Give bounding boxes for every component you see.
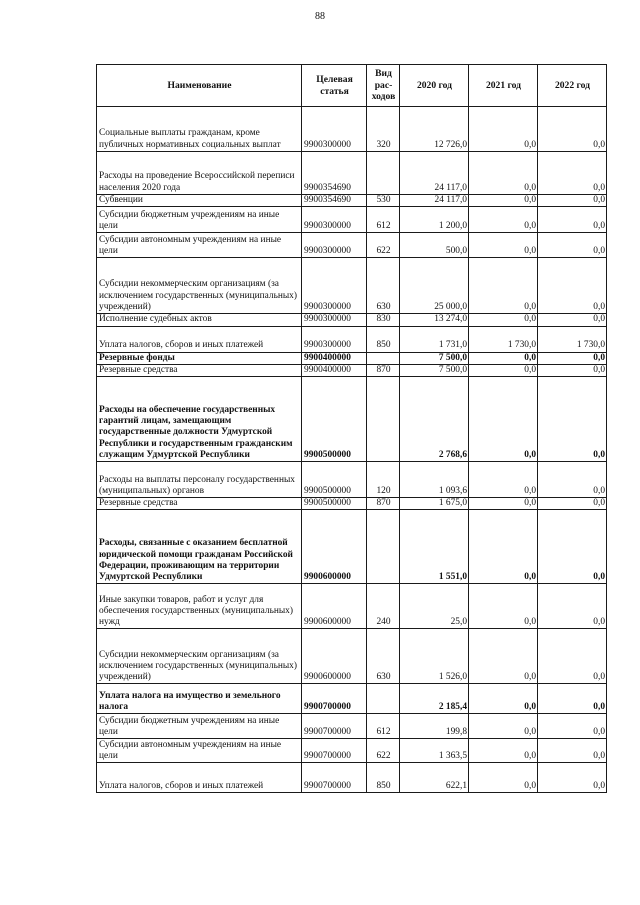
row-target-article: 9900700000 bbox=[302, 739, 367, 763]
table-row bbox=[97, 107, 607, 152]
table-row bbox=[97, 629, 607, 684]
row-value-2022: 0,0 bbox=[538, 584, 607, 629]
row-name: Расходы на обеспечение государственных гарантий лицам, замещающим государственные должности Удмуртской Республики и государственным гражданским служащим Удмуртской Республики bbox=[97, 377, 302, 462]
row-expense-type: 612 bbox=[367, 714, 400, 739]
table-row bbox=[97, 314, 607, 326]
row-value-2020: 2 185,4 bbox=[400, 684, 469, 714]
row-target-article: 9900300000 bbox=[302, 207, 367, 233]
row-value-2020: 12 726,0 bbox=[400, 107, 469, 152]
row-target-article: 9900500000 bbox=[302, 377, 367, 462]
row-target-article: 9900300000 bbox=[302, 107, 367, 152]
row-target-article: 9900600000 bbox=[302, 584, 367, 629]
row-value-2021: 0,0 bbox=[469, 377, 538, 462]
row-name: Уплата налога на имущество и земельного налога bbox=[97, 684, 302, 714]
table-row bbox=[97, 714, 607, 739]
row-target-article: 9900354690 bbox=[302, 195, 367, 207]
row-name: Резервные средства bbox=[97, 498, 302, 510]
row-expense-type: 530 bbox=[367, 195, 400, 207]
row-value-2022: 0,0 bbox=[538, 152, 607, 195]
table-row bbox=[97, 763, 607, 793]
row-value-2020: 1 200,0 bbox=[400, 207, 469, 233]
row-value-2020: 24 117,0 bbox=[400, 195, 469, 207]
row-value-2021: 0,0 bbox=[469, 510, 538, 584]
row-value-2020: 1 551,0 bbox=[400, 510, 469, 584]
row-value-2022: 0,0 bbox=[538, 207, 607, 233]
header-2021: 2021 год bbox=[469, 65, 538, 107]
row-value-2022: 0,0 bbox=[538, 364, 607, 376]
row-value-2021: 0,0 bbox=[469, 629, 538, 684]
row-name: Субсидии некоммерческим организациям (за исключением государственных (муниципальных) учреждений) bbox=[97, 629, 302, 684]
row-value-2022: 0,0 bbox=[538, 352, 607, 364]
row-name: Субсидии автономным учреждениям на иные цели bbox=[97, 233, 302, 258]
table-row bbox=[97, 739, 607, 763]
row-value-2020: 1 675,0 bbox=[400, 498, 469, 510]
row-value-2020: 1 731,0 bbox=[400, 326, 469, 352]
row-target-article: 9900300000 bbox=[302, 326, 367, 352]
row-value-2022: 0,0 bbox=[538, 510, 607, 584]
row-value-2020: 7 500,0 bbox=[400, 352, 469, 364]
row-value-2022: 0,0 bbox=[538, 763, 607, 793]
row-expense-type: 622 bbox=[367, 233, 400, 258]
header-2020: 2020 год bbox=[400, 65, 469, 107]
row-name: Субсидии бюджетным учреждениям на иные цели bbox=[97, 714, 302, 739]
row-value-2021: 0,0 bbox=[469, 258, 538, 314]
row-value-2021: 0,0 bbox=[469, 498, 538, 510]
row-name: Исполнение судебных актов bbox=[97, 314, 302, 326]
table-row bbox=[97, 326, 607, 352]
row-name: Резервные фонды bbox=[97, 352, 302, 364]
row-target-article: 9900600000 bbox=[302, 510, 367, 584]
row-value-2020: 25 000,0 bbox=[400, 258, 469, 314]
header-expense-type: Вид рас- ходов bbox=[367, 65, 400, 107]
row-value-2020: 2 768,6 bbox=[400, 377, 469, 462]
row-value-2021: 0,0 bbox=[469, 352, 538, 364]
row-value-2021: 0,0 bbox=[469, 684, 538, 714]
row-value-2022: 0,0 bbox=[538, 739, 607, 763]
row-value-2021: 0,0 bbox=[469, 207, 538, 233]
row-value-2021: 0,0 bbox=[469, 739, 538, 763]
table-row bbox=[97, 462, 607, 498]
row-value-2022: 1 730,0 bbox=[538, 326, 607, 352]
row-name: Социальные выплаты гражданам, кроме публичных нормативных социальных выплат bbox=[97, 107, 302, 152]
row-value-2022: 0,0 bbox=[538, 258, 607, 314]
row-target-article: 9900500000 bbox=[302, 498, 367, 510]
header-name: Наименование bbox=[97, 65, 302, 107]
row-name: Расходы на выплаты персоналу государственных (муниципальных) органов bbox=[97, 462, 302, 498]
row-target-article: 9900300000 bbox=[302, 314, 367, 326]
row-value-2020: 7 500,0 bbox=[400, 364, 469, 376]
row-value-2021: 0,0 bbox=[469, 462, 538, 498]
row-value-2021: 0,0 bbox=[469, 714, 538, 739]
row-expense-type bbox=[367, 510, 400, 584]
row-expense-type: 830 bbox=[367, 314, 400, 326]
table-row-section bbox=[97, 684, 607, 714]
row-name: Расходы, связанные с оказанием бесплатной юридической помощи гражданам Российской Федерации, проживающим на территории Удмуртской Республики bbox=[97, 510, 302, 584]
row-value-2020: 1 363,5 bbox=[400, 739, 469, 763]
table-row-section bbox=[97, 377, 607, 462]
row-target-article: 9900700000 bbox=[302, 684, 367, 714]
row-name: Уплата налогов, сборов и иных платежей bbox=[97, 763, 302, 793]
row-expense-type: 630 bbox=[367, 258, 400, 314]
row-value-2022: 0,0 bbox=[538, 107, 607, 152]
row-expense-type: 120 bbox=[367, 462, 400, 498]
row-name: Субсидии бюджетным учреждениям на иные цели bbox=[97, 207, 302, 233]
row-value-2021: 0,0 bbox=[469, 233, 538, 258]
row-expense-type: 850 bbox=[367, 326, 400, 352]
row-expense-type bbox=[367, 152, 400, 195]
row-value-2020: 622,1 bbox=[400, 763, 469, 793]
row-value-2022: 0,0 bbox=[538, 233, 607, 258]
table-row bbox=[97, 207, 607, 233]
row-name: Резервные средства bbox=[97, 364, 302, 376]
table-row bbox=[97, 364, 607, 376]
row-expense-type: 850 bbox=[367, 763, 400, 793]
row-target-article: 9900400000 bbox=[302, 352, 367, 364]
row-expense-type: 630 bbox=[367, 629, 400, 684]
table-row bbox=[97, 584, 607, 629]
row-name: Уплата налогов, сборов и иных платежей bbox=[97, 326, 302, 352]
row-value-2021: 0,0 bbox=[469, 364, 538, 376]
row-target-article: 9900300000 bbox=[302, 233, 367, 258]
table-row bbox=[97, 498, 607, 510]
header-target-article: Целевая статья bbox=[302, 65, 367, 107]
row-name: Субсидии автономным учреждениям на иные цели bbox=[97, 739, 302, 763]
row-value-2020: 500,0 bbox=[400, 233, 469, 258]
row-expense-type bbox=[367, 352, 400, 364]
row-value-2021: 1 730,0 bbox=[469, 326, 538, 352]
row-value-2021: 0,0 bbox=[469, 314, 538, 326]
row-target-article: 9900400000 bbox=[302, 364, 367, 376]
row-value-2021: 0,0 bbox=[469, 584, 538, 629]
row-value-2020: 199,8 bbox=[400, 714, 469, 739]
row-value-2021: 0,0 bbox=[469, 763, 538, 793]
table-row bbox=[97, 195, 607, 207]
table-row bbox=[97, 233, 607, 258]
row-value-2022: 0,0 bbox=[538, 377, 607, 462]
row-target-article: 9900600000 bbox=[302, 629, 367, 684]
row-name: Расходы на проведение Всероссийской переписи населения 2020 года bbox=[97, 152, 302, 195]
row-value-2022: 0,0 bbox=[538, 684, 607, 714]
table-row-section bbox=[97, 510, 607, 584]
row-expense-type: 870 bbox=[367, 498, 400, 510]
table-row-section bbox=[97, 352, 607, 364]
row-target-article: 9900700000 bbox=[302, 714, 367, 739]
row-value-2022: 0,0 bbox=[538, 195, 607, 207]
row-expense-type: 240 bbox=[367, 584, 400, 629]
row-value-2022: 0,0 bbox=[538, 498, 607, 510]
row-name: Субсидии некоммерческим организациям (за исключением государственных (муниципальных) учреждений) bbox=[97, 258, 302, 314]
header-2022: 2022 год bbox=[538, 65, 607, 107]
row-value-2022: 0,0 bbox=[538, 314, 607, 326]
row-target-article: 9900700000 bbox=[302, 763, 367, 793]
row-expense-type: 612 bbox=[367, 207, 400, 233]
row-expense-type: 320 bbox=[367, 107, 400, 152]
row-expense-type: 870 bbox=[367, 364, 400, 376]
row-value-2020: 24 117,0 bbox=[400, 152, 469, 195]
page-number: 88 bbox=[315, 11, 325, 22]
header-row bbox=[97, 65, 607, 107]
row-target-article: 9900500000 bbox=[302, 462, 367, 498]
row-value-2020: 25,0 bbox=[400, 584, 469, 629]
row-value-2022: 0,0 bbox=[538, 629, 607, 684]
row-target-article: 9900354690 bbox=[302, 152, 367, 195]
row-expense-type: 622 bbox=[367, 739, 400, 763]
row-value-2021: 0,0 bbox=[469, 107, 538, 152]
row-value-2021: 0,0 bbox=[469, 195, 538, 207]
budget-table bbox=[96, 64, 607, 793]
row-name: Субвенции bbox=[97, 195, 302, 207]
row-expense-type bbox=[367, 377, 400, 462]
row-expense-type bbox=[367, 684, 400, 714]
row-value-2020: 1 093,6 bbox=[400, 462, 469, 498]
row-value-2020: 13 274,0 bbox=[400, 314, 469, 326]
row-value-2022: 0,0 bbox=[538, 714, 607, 739]
row-target-article: 9900300000 bbox=[302, 258, 367, 314]
row-value-2022: 0,0 bbox=[538, 462, 607, 498]
row-value-2021: 0,0 bbox=[469, 152, 538, 195]
row-name: Иные закупки товаров, работ и услуг для обеспечения государственных (муниципальных) нужд bbox=[97, 584, 302, 629]
table-row bbox=[97, 258, 607, 314]
table-row bbox=[97, 152, 607, 195]
row-value-2020: 1 526,0 bbox=[400, 629, 469, 684]
